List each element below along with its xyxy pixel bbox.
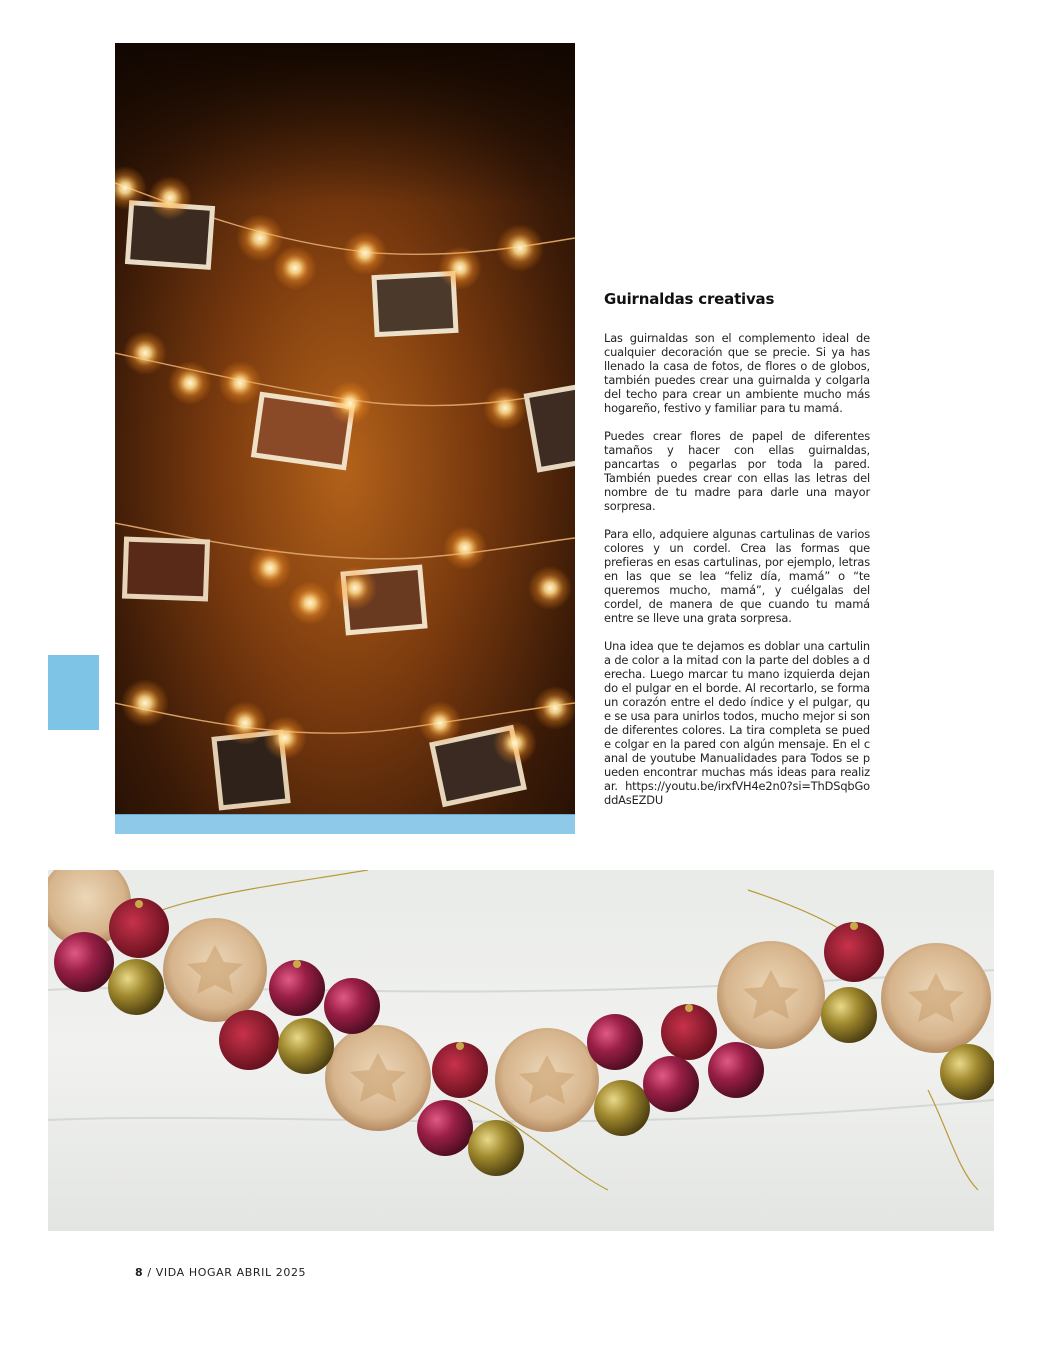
article-title: Guirnaldas creativas bbox=[604, 290, 775, 308]
string-lights-illustration bbox=[115, 43, 575, 814]
page-number: 8 bbox=[135, 1266, 144, 1279]
page-footer bbox=[135, 1266, 306, 1279]
article-paragraph: Las guirnaldas son el complemento ideal de cualquier decoración que se precie. Si ya has llenado la casa de fotos, de flores o de globos, también puedes crear una guirnalda y colgarla del techo para crear un ambiente mucho más hogareño, festivo y familiar para tu mamá. bbox=[604, 331, 870, 415]
article-paragraph: Para ello, adquiere algunas cartulinas de varios colores y un cordel. Crea las formas que prefieras en esas cartulinas, por ejemplo, letras en las que se lea “feliz día, mamá” o “te queremos mucho, mamá”, y cuélgalas del cordel, de manera de que cuando tu mamá entre se lleve una grata sorpresa. bbox=[604, 527, 870, 625]
side-accent-block bbox=[48, 655, 99, 730]
string-lights-photo bbox=[115, 43, 575, 814]
publication-name: VIDA HOGAR ABRIL 2025 bbox=[155, 1266, 307, 1279]
christmas-ornaments-photo bbox=[48, 870, 994, 1231]
article bbox=[604, 290, 870, 821]
footer-separator: / bbox=[147, 1266, 152, 1279]
article-paragraph: Puedes crear flores de papel de diferentes tamaños y hacer con ellas guirnaldas, pancartas o pegarlas por toda la pared. También puedes crear con ellas las letras del nombre de tu madre para darle una mayor sorpresa. bbox=[604, 429, 870, 513]
ornaments-illustration bbox=[48, 870, 994, 1231]
photo-bottom-strip bbox=[115, 814, 575, 834]
article-paragraph: Una idea que te dejamos es doblar una cartulina de color a la mitad con la parte del dobles a derecha. Luego marcar tu mano izquierda dejando el pulgar en el borde. Al recortarlo, se forma un corazón entre el dedo índice y el pulgar, que se usa para unirlos todos, mucho mejor si son de diferentes colores. La tira completa se puede colgar en la pared con algún mensaje. En el canal de youtube Manualidades para Todos se pueden encontrar muchas más ideas para realizar. https://youtu.be/irxfVH4e2n0?si=ThDSqbGoddAsEZDU bbox=[604, 639, 870, 807]
